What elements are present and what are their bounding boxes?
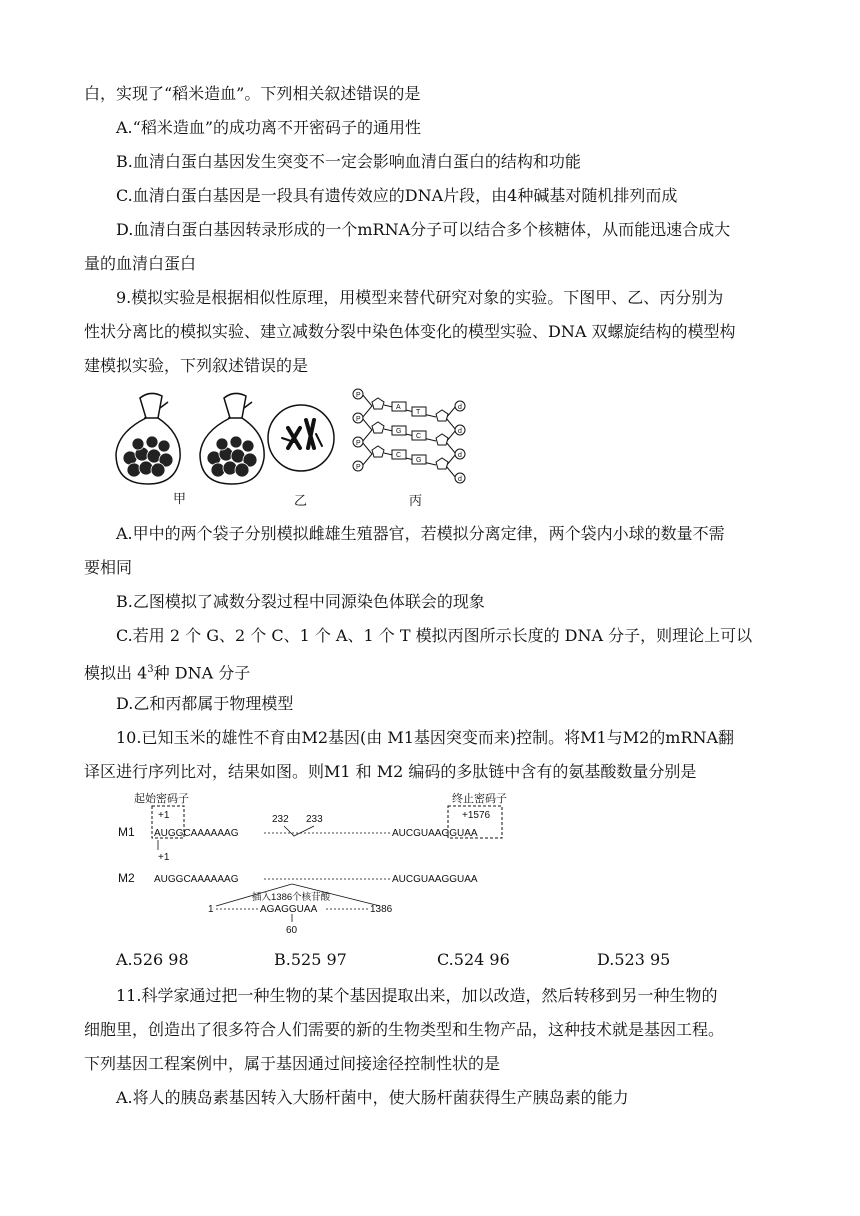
dna-p-label: P	[356, 392, 361, 399]
q9-option-c-line2-pre: 模拟出 4	[84, 663, 148, 683]
m1-label: M1	[118, 825, 135, 839]
insert-pos-label: 60	[286, 925, 298, 936]
q9-option-c-line1: C.若用 2 个 G、2 个 C、1 个 A、1 个 T 模拟丙图所示长度的 DNA 分子，则理论上可以	[116, 626, 753, 645]
q11-option-a: A.将人的胰岛素基因转入大肠杆菌中，使大肠杆菌获得生产胰岛素的能力	[116, 1088, 629, 1107]
figure-label-bing: 丙	[409, 494, 423, 509]
figure-label-jia: 甲	[173, 492, 187, 507]
stop-codon-label: 终止密码子	[452, 793, 507, 805]
q11-stem-line3: 下列基因工程案例中，属于基因通过间接途径控制性状的是	[84, 1054, 501, 1073]
dna-d-label: d	[458, 452, 462, 459]
q9-option-b: B.乙图模拟了减数分裂过程中同源染色体联会的现象	[116, 592, 485, 611]
q9-option-a-line1: A.甲中的两个袋子分别模拟雌雄生殖器官，若模拟分离定律，两个袋内小球的数量不需	[116, 524, 725, 543]
q10-option-a: A.526 98	[116, 950, 189, 969]
m2-end-seq: AUCGUAAGGUAA	[392, 874, 478, 885]
q8-option-b: B.血清白蛋白基因发生突变不一定会影响血清白蛋白的结构和功能	[116, 152, 581, 171]
m1-pos-233: 233	[306, 814, 323, 825]
m1-end-seq: AUCGUAAGGUAA	[392, 828, 478, 839]
dna-model-icon	[353, 389, 465, 483]
q10-stem-line1: 10.已知玉米的雄性不育由M2基因(由 M1基因突变而来)控制。将M1与M2的mRNA翻	[116, 728, 735, 747]
q9-figure	[110, 388, 480, 504]
dna-c-label: C	[416, 433, 422, 440]
gene-bag-icon	[200, 393, 264, 484]
q9-option-c-exponent: 3	[147, 664, 154, 675]
q8-option-d-line1: D.血清白蛋白基因转录形成的一个mRNA分子可以结合多个核糖体，从而能迅速合成大	[116, 220, 731, 239]
m1-pos-1576-label: +1576	[462, 810, 491, 821]
q9-stem-line2: 性状分离比的模拟实验、建立减数分裂中染色体变化的模型实验、DNA 双螺旋结构的模型构	[84, 322, 736, 341]
insert-start-label: 1	[208, 904, 214, 915]
q9-option-c-line2	[84, 660, 250, 683]
q8-option-c: C.血清白蛋白基因是一段具有遗传效应的DNA片段，由4种碱基对随机排列而成	[116, 186, 678, 205]
q9-stem-line1: 9.模拟实验是根据相似性原理，用模型来替代研究对象的实验。下图甲、乙、丙分别为	[116, 288, 724, 307]
q8-option-d-line2: 量的血清白蛋白	[84, 254, 197, 273]
q9-option-a-line2: 要相同	[84, 558, 133, 577]
q8-stem-tail: 白，实现了“稻米造血”。下列相关叙述错误的是	[84, 84, 421, 103]
q10-alignment-figure	[118, 788, 518, 938]
dna-p-label: P	[356, 464, 361, 471]
figure-label-yi: 乙	[294, 494, 308, 509]
dna-d-label: d	[458, 476, 462, 483]
m1-pos-232: 232	[272, 814, 289, 825]
m2-start-seq: AUGGCAAAAAAG	[154, 874, 239, 885]
q11-stem-line2: 细胞里，创造出了很多符合人们需要的新的生物类型和生物产品，这种技术就是基因工程。	[84, 1020, 725, 1039]
chromosome-cell-icon	[268, 405, 334, 471]
insert-seq: AGAGGUAA	[260, 904, 318, 915]
q10-option-d: D.523 95	[597, 950, 671, 969]
m2-label: M2	[118, 871, 135, 885]
q9-option-d: D.乙和丙都属于物理模型	[116, 694, 294, 713]
dna-g-label: G	[396, 428, 402, 435]
q10-stem-line2: 译区进行序列比对，结果如图。则M1 和 M2 编码的多肽链中含有的氨基酸数量分别是	[84, 762, 697, 781]
dna-p-label: P	[356, 440, 361, 447]
insert-end-label: 1386	[370, 904, 393, 915]
m2-plus1-label: +1	[158, 852, 170, 863]
dna-g-label: G	[416, 457, 422, 464]
dna-t-label: T	[416, 409, 421, 416]
q11-stem-line1: 11.科学家通过把一种生物的某个基因提取出来，加以改造，然后转移到另一种生物的	[116, 986, 718, 1005]
dna-p-label: P	[356, 416, 361, 423]
q10-option-c: C.524 96	[437, 950, 510, 969]
dna-d-label: d	[458, 404, 462, 411]
dna-a-label: A	[396, 404, 401, 411]
start-codon-label: 起始密码子	[134, 793, 189, 805]
dna-c-label: C	[396, 452, 402, 459]
insert-label: 插入1386个核苷酸	[252, 892, 331, 903]
m1-start-seq: AUGGCAAAAAAG	[154, 828, 239, 839]
gene-bag-icon	[116, 393, 180, 484]
q10-option-b: B.525 97	[274, 950, 347, 969]
dna-d-label: d	[458, 428, 462, 435]
q8-option-a: A.“稻米造血”的成功离不开密码子的通用性	[116, 118, 422, 137]
q9-option-c-line2-post: 种 DNA 分子	[153, 663, 251, 683]
q9-stem-line3: 建模拟实验，下列叙述错误的是	[84, 356, 309, 375]
m1-plus1-label: +1	[158, 810, 170, 821]
